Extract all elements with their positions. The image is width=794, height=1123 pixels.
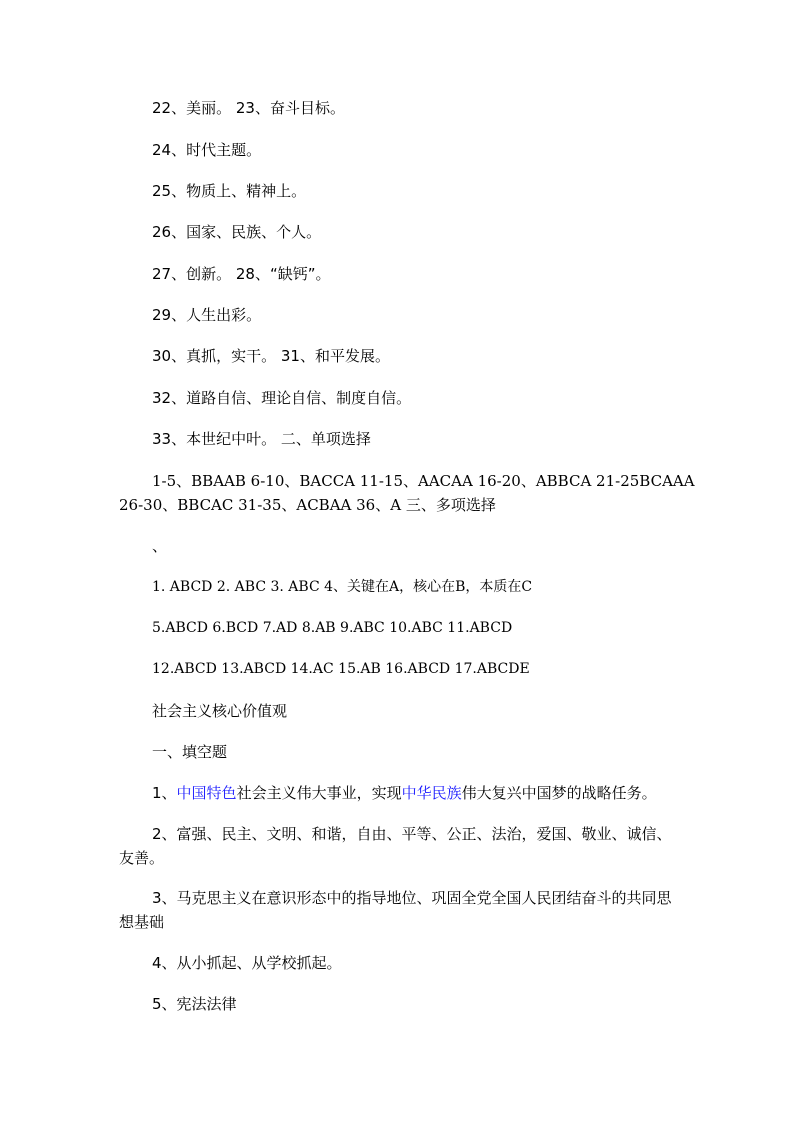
multi-choice-line-2: 5.ABCD 6.BCD 7.AD 8.AB 9.ABC 10.ABC 11.ABCD (152, 620, 513, 636)
fill-blank-title: 一、填空题 (152, 743, 228, 761)
fill-answer-1-middle: 社会主义伟大事业，实现 (236, 784, 402, 802)
answer-line-26: 26、国家、民族、个人。 (152, 223, 322, 241)
fill-answer-1-suffix: 伟大复兴中国梦的战略任务。 (461, 784, 657, 802)
fill-answer-2: 2、富强、民主、文明、和谐，自由、平等、公正、法治，爱国、敬业、诚信、友善。 (119, 825, 672, 867)
answer-line-32: 32、道路自信、理论自信、制度自信。 (152, 389, 412, 407)
stray-punctuation: 、 (152, 537, 168, 555)
link-zhongguo-tese[interactable]: 中国特色 (176, 784, 237, 802)
single-choice-answers: 1-5、BBAAB 6-10、BACCA 11-15、AACAA 16-20、ABBCA 21-25BCAAA 26-30、BBCAC 31-35、ACBAA 36、A 三、多项选择 (119, 472, 695, 514)
answer-line-22: 22、美丽。 23、奋斗目标。 (152, 99, 345, 117)
fill-answer-4: 4、从小抓起、从学校抓起。 (152, 954, 342, 972)
fill-answer-1-prefix: 1、 (152, 784, 177, 802)
answer-line-24: 24、时代主题。 (152, 141, 262, 159)
answer-line-27: 27、创新。 28、“缺钙”。 (152, 265, 331, 283)
answer-line-30: 30、真抓，实干。 31、和平发展。 (152, 347, 390, 365)
section-heading: 社会主义核心价值观 (152, 702, 288, 720)
fill-answer-1 (152, 781, 657, 805)
answer-line-33: 33、本世纪中叶。 二、单项选择 (152, 430, 371, 448)
answer-line-29: 29、人生出彩。 (152, 306, 262, 324)
link-zhonghua-minzu[interactable]: 中华民族 (401, 784, 462, 802)
multi-choice-line-1: 1. ABCD 2. ABC 3. ABC 4、关键在A，核心在B，本质在C (152, 579, 533, 595)
multi-choice-line-3: 12.ABCD 13.ABCD 14.AC 15.AB 16.ABCD 17.ABCDE (152, 661, 530, 677)
answer-line-25: 25、物质上、精神上。 (152, 182, 307, 200)
fill-answer-5: 5、宪法法律 (152, 995, 237, 1013)
fill-answer-3: 3、马克思主义在意识形态中的指导地位、巩固全党全国人民团结奋斗的共同思想基础 (119, 889, 672, 931)
